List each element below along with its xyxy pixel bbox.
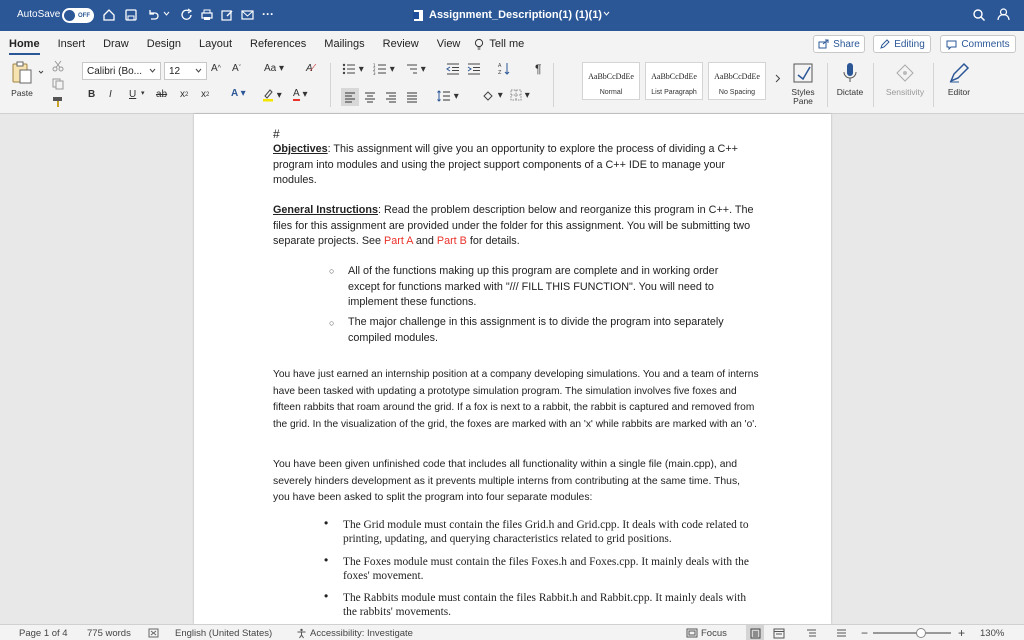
font-size-dropdown[interactable] (164, 62, 207, 80)
page-count[interactable]: Page 1 of 4 (19, 627, 68, 639)
svg-text:1: 1 (373, 63, 376, 68)
focus-icon (686, 628, 698, 638)
justify-icon[interactable] (406, 92, 418, 103)
dictate-label: Dictate (836, 87, 864, 97)
font-name-dropdown[interactable] (82, 62, 161, 80)
align-right-icon[interactable] (385, 92, 397, 103)
tab-design[interactable]: Design (146, 38, 181, 50)
align-left-icon[interactable] (341, 88, 359, 106)
copy-icon[interactable] (52, 78, 64, 90)
svg-text:Z: Z (498, 70, 502, 75)
cut-icon[interactable] (52, 60, 64, 72)
multilevel-list-icon[interactable]: ▾ (404, 63, 426, 75)
autosave-toggle[interactable] (62, 8, 94, 23)
comments-button[interactable] (940, 35, 1016, 53)
document-page[interactable] (194, 114, 831, 624)
language-indicator[interactable]: English (United States) (175, 627, 273, 639)
editor-icon (947, 61, 971, 85)
editor-button[interactable] (939, 61, 979, 109)
save-icon[interactable] (124, 8, 138, 22)
objectives-text: : This assignment will give you an opportunity to explore the process of dividing a C++ program into modules and using the project support components of a C++ IDE to manage your modules. (273, 143, 738, 187)
autosave-label: AutoSave (17, 9, 61, 20)
comments-label: Comments (961, 38, 1010, 50)
objectives-label: Objectives (273, 143, 328, 155)
paste-icon (9, 60, 35, 86)
status-bar (0, 624, 1024, 640)
print-icon[interactable] (200, 8, 214, 22)
font-size-value: 12 (169, 65, 181, 77)
ribbon (0, 57, 1024, 114)
zoom-slider-thumb[interactable] (916, 628, 926, 638)
ribbon-divider (827, 63, 828, 107)
title-dropdown-icon[interactable] (603, 11, 610, 17)
chevron-down-icon (149, 68, 156, 74)
chevron-down-icon (195, 68, 202, 74)
share-label: Share (833, 38, 860, 50)
outline-view-icon[interactable] (806, 625, 817, 640)
editing-label: Editing (894, 38, 925, 50)
general-instructions-label: General Instructions (273, 204, 378, 216)
decrease-indent-icon[interactable] (446, 63, 460, 75)
account-icon[interactable] (996, 7, 1011, 22)
change-case-icon[interactable]: Aa ▾ (264, 63, 285, 74)
zoom-out-icon[interactable]: − (861, 626, 869, 640)
editor-label: Editor (947, 87, 971, 97)
styles-gallery-next-icon[interactable] (775, 74, 781, 83)
paste-button[interactable] (9, 60, 35, 98)
sort-icon[interactable] (498, 62, 510, 75)
italic-icon[interactable]: I (109, 89, 112, 100)
heading-hash: # (273, 127, 280, 141)
font-color-icon[interactable]: A ▾ (293, 88, 308, 100)
clear-formatting-icon[interactable]: A ⁄ (306, 63, 315, 74)
general-instructions-paragraph[interactable] (273, 203, 759, 250)
accessibility-status[interactable] (296, 625, 413, 640)
line-spacing-icon[interactable]: ▾ (437, 90, 459, 102)
focus-label: Focus (701, 627, 727, 639)
highlight-icon[interactable]: ▾ (262, 88, 282, 102)
email-icon[interactable] (240, 8, 255, 22)
styles-pane-icon (791, 61, 815, 85)
shading-icon[interactable]: ▾ (482, 89, 503, 102)
zoom-slider-track (873, 632, 951, 634)
module-rabbits-bullet[interactable]: The Rabbits module must contain the files Rabbit.h and Rabbit.cpp. It mainly deals with the rabbits' movements. (343, 592, 747, 618)
hollow-bullet-icon: ○ (329, 318, 335, 328)
zoom-percentage[interactable]: 130% (980, 627, 1005, 639)
tab-references[interactable]: References (250, 38, 307, 50)
instruction-bullet-1[interactable]: All of the functions making up this program are complete and in working order except for functions marked with "/// FILL THIS FUNCTION". You will need to implement these functions. (348, 265, 719, 309)
instruction-bullet-2[interactable]: The major challenge in this assignment is to divide the program into separately compiled modules. (348, 316, 724, 344)
zoom-in-icon[interactable]: + (958, 626, 966, 640)
tell-me-label: Tell me (489, 38, 525, 50)
styles-pane-button[interactable] (783, 61, 823, 109)
module-grid-bullet[interactable]: The Grid module must contain the files Grid.h and Grid.cpp. It deals with code related to printing, updating, and querying characteristics related to grid positions. (343, 519, 749, 545)
tab-view[interactable]: View (436, 38, 461, 50)
style-sample: AaBbCcDdEe (714, 72, 760, 81)
ribbon-divider (873, 63, 874, 107)
paste-label: Paste (11, 88, 33, 98)
bullets-icon[interactable]: ▾ (342, 63, 364, 75)
format-painter-icon[interactable] (52, 96, 64, 108)
style-name: Normal (599, 89, 623, 96)
tab-layout[interactable]: Layout (199, 38, 233, 50)
superscript-icon[interactable]: x 2 (201, 89, 210, 100)
menu-bar (0, 31, 1024, 57)
solid-bullet-icon: • (324, 516, 329, 530)
part-a-reference: Part A (384, 235, 413, 248)
search-icon[interactable] (972, 8, 986, 22)
sensitivity-button[interactable] (883, 61, 927, 109)
style-list-paragraph[interactable] (645, 62, 703, 100)
svg-text:2: 2 (373, 67, 376, 72)
details-text: for details. (466, 235, 520, 248)
sensitivity-icon (893, 61, 917, 85)
borders-icon[interactable]: ▾ (510, 89, 530, 101)
home-icon[interactable] (102, 8, 116, 22)
ribbon-divider (330, 63, 331, 107)
style-name: List Paragraph (651, 89, 697, 96)
numbering-icon[interactable]: 1 2 3 ▾ (373, 63, 395, 75)
editing-mode-button[interactable] (873, 35, 931, 53)
style-sample: AaBbCcDdEe (588, 72, 634, 81)
show-formatting-icon[interactable]: ¶ (535, 62, 542, 76)
tab-home[interactable]: Home (0, 31, 49, 57)
tab-insert[interactable]: Insert (57, 38, 86, 50)
edit-doc-icon[interactable] (220, 8, 234, 22)
share-icon (818, 39, 829, 49)
web-layout-view-icon[interactable] (773, 625, 785, 640)
underline-icon[interactable]: U (129, 89, 137, 100)
autosave-state: OFF (78, 12, 90, 19)
shrink-font-icon[interactable]: A ˇ (232, 63, 242, 74)
dictate-button[interactable] (830, 61, 870, 109)
undo-dropdown-icon[interactable] (163, 10, 170, 17)
internship-paragraph[interactable]: You have just earned an internship position at a company developing simulations. You and a team of interns have been tasked with updating a prototype simulation program. The simulation involves five foxes and fifteen rabbits that roam around the grid. If a fox is next to a rabbit, the rabbit is captured and removed from the grid. In the visualization of the grid, the foxes are marked with an 'x' while rabbits are marked with an 'o'. (273, 369, 759, 430)
strikethrough-icon[interactable]: ab (156, 89, 168, 100)
draft-view-icon[interactable] (836, 625, 847, 640)
print-layout-view-icon[interactable] (746, 625, 764, 640)
align-center-icon[interactable] (364, 92, 376, 103)
redo-icon[interactable] (180, 8, 194, 22)
paste-dropdown-icon[interactable] (38, 69, 44, 75)
zoom-slider[interactable] (873, 625, 951, 640)
svg-text:3: 3 (373, 71, 376, 75)
ribbon-divider (553, 63, 554, 107)
proofing-icon[interactable] (148, 625, 159, 640)
grow-font-icon[interactable]: A ^ (211, 63, 221, 74)
ribbon-divider (933, 63, 934, 107)
conjunction-text: and (412, 235, 437, 248)
solid-bullet-icon: • (324, 553, 329, 567)
lightbulb-icon (473, 38, 485, 51)
accessibility-icon (296, 628, 307, 639)
solid-bullet-icon: • (324, 589, 329, 603)
style-sample: AaBbCcDdEe (651, 72, 697, 81)
share-button[interactable] (813, 35, 865, 53)
tell-me-search[interactable] (473, 38, 524, 51)
underline-dropdown-icon[interactable]: ▾ (141, 90, 145, 97)
microphone-icon (838, 61, 862, 85)
style-normal[interactable] (582, 62, 640, 100)
increase-indent-icon[interactable] (467, 63, 481, 75)
part-b-reference: Part B (436, 235, 467, 248)
unfinished-code-paragraph[interactable]: You have been given unfinished code that includes all functionality within a single file (main.cpp), and severely hinders development as it prevents multiple interns from contributing at the same time. Thus, you have been asked to split the program into four separate modules: (273, 459, 741, 504)
style-name: No Spacing (718, 89, 756, 96)
focus-mode-button[interactable] (686, 625, 727, 640)
tab-review[interactable]: Review (382, 38, 419, 50)
comment-icon (946, 39, 957, 50)
accessibility-label: Accessibility: Investigate (310, 627, 413, 639)
bold-icon[interactable]: B (88, 89, 96, 100)
font-name-value: Calibri (Bo... (87, 65, 143, 77)
objectives-paragraph[interactable] (273, 142, 759, 189)
style-no-spacing[interactable] (708, 62, 766, 100)
text-effects-icon[interactable]: A ▾ (231, 88, 246, 99)
word-count[interactable]: 775 words (87, 627, 131, 639)
more-icon[interactable]: ··· (262, 7, 274, 21)
general-instructions-text: : Read the problem description below and reorganize this program in C++. The files for this assignment are provided under the folder for this assignment. You will be submitting two separate projects. See (273, 204, 754, 248)
tab-mailings[interactable]: Mailings (324, 38, 365, 50)
title-bar (0, 0, 1024, 31)
hollow-bullet-icon: ○ (329, 266, 335, 276)
pencil-icon (879, 39, 890, 50)
subscript-icon[interactable]: x 2 (180, 89, 189, 100)
module-foxes-bullet[interactable]: The Foxes module must contain the files Foxes.h and Foxes.cpp. It mainly deals with the foxes' movement. (343, 556, 749, 582)
styles-pane-label: Styles Pane (791, 87, 815, 106)
sensitivity-label: Sensitivity (885, 87, 925, 97)
tab-draw[interactable]: Draw (103, 38, 129, 50)
document-title[interactable]: Assignment_Description(1) (1)(1) (429, 9, 602, 21)
document-icon (413, 9, 424, 22)
svg-text:A: A (498, 63, 502, 69)
undo-icon[interactable] (146, 8, 160, 22)
